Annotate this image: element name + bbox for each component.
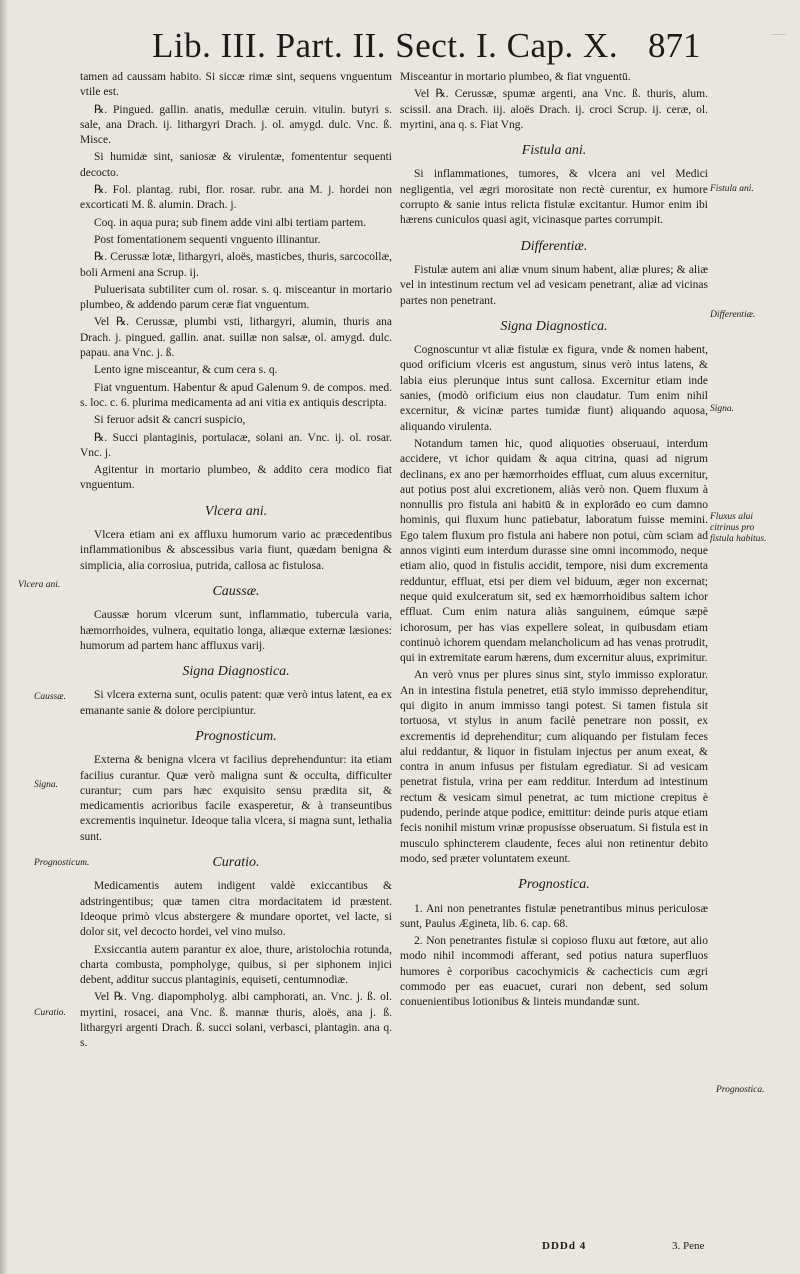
text-paragraph: ℞. Fol. plantag. rubi, flor. rosar. rubr. ana M. j. hordei non excorticati M. ß. alumin. Drach. j. <box>80 184 392 212</box>
margin-note-caussae: Caussæ. <box>34 692 66 702</box>
text-paragraph: Lento igne misceantur, & cum cera s. q. <box>94 364 278 377</box>
margin-note-prognostica: Prognostica. <box>716 1085 765 1095</box>
text-paragraph: Si feruor adsit & cancri suspicio, <box>94 414 246 427</box>
text-paragraph: Notandum tamen hic, quod aliquoties obseruaui, interdum accidere, vt ichor quidam & aqua citrina, quasi ad nigrum declinans, ex ano per hæmorrhoides effluat, cum aluus excernitur, aut potius post alui excretionem, aliàs verò non. Quem fluxum à nonnullis pro fistula ani habitū & in explorādo eo cum damno hominis, qui fluxum hunc patiebatur, laboratum fuisse memini. Ego talem fluxum pro fistula ani habere non potui, cùm sciam ad annos viginti eum interdum durasse sine omni incommodo, neque etiam alio, quod in fistulis accidit, tempore, nisi dum excrementa redduntur, effluat, etsi per diem vel biduum, æger non excernat; neque quid exulceratum sit, sed ex hæmorrhoidibus saltem ichor effluat. Cum enim natura aliàs sanguinem, eúmque sæpè ichorosum, per has vias expellere soleat, in quibusdam etiam continuò ichorem quendam melancholicum ad has venas protrudit, qui in extremitate earum hærens, dum excernitur aluus, exprimitur. <box>400 437 708 665</box>
text-paragraph: Post fomentationem sequenti vnguento illinantur. <box>94 233 321 246</box>
section-heading: Prognostica. <box>518 877 590 893</box>
page-spine-shadow <box>0 0 8 1274</box>
text-paragraph: ℞. Pingued. gallin. anatis, medullæ ceruin. vitulin. butyri s. sale, ana Drach. ij. lithargyri Drach. j. ol. amygd. dulc. Vnc. ß. Misce. <box>80 103 392 147</box>
text-paragraph: tamen ad caussam habito. Si siccæ rimæ sint, sequens vnguentum vtile est. <box>80 71 392 99</box>
text-paragraph: Puluerisata subtiliter cum ol. rosar. s. q. misceantur in mortario plumbeo, & addendo parum ceræ fiat vnguentum. <box>80 283 392 312</box>
text-paragraph: ℞. Cerussæ lotæ, lithargyri, aloës, masticbes, thuris, sarcocollæ, boli Armeni ana Scrup. ij. <box>80 251 392 279</box>
text-paragraph: Vlcera etiam ani ex affluxu humorum vario ac præcedentibus inflammationibus & abscessibus varia fiunt, quædam benigna & simplicia, alia corrosiua, putrida, callosa ac fistulosa. <box>80 529 392 572</box>
text-paragraph: Fistulæ autem ani aliæ vnum sinum habent, aliæ plures; & aliæ vel in intestinum rectum vel ad vesicam penetrant, aliæ ad vicinas partes non penetrant. <box>400 263 708 307</box>
text-paragraph: ℞. Succi plantaginis, portulacæ, solani an. Vnc. ij. ol. rosar. Vnc. j. <box>80 431 392 459</box>
section-heading: Fistula ani. <box>521 143 587 159</box>
margin-note-signa-right: Signa. <box>710 404 735 414</box>
signature-mark: DDDd 4 <box>542 1240 587 1252</box>
section-heading: Caussæ. <box>212 583 260 599</box>
text-paragraph: Agitentur in mortario plumbeo, & addito cera modico fiat vnguentum. <box>80 464 392 492</box>
section-heading: Differentiæ. <box>520 238 588 254</box>
section-heading: Vlcera ani. <box>204 503 268 519</box>
margin-note-vlcera-ani: Vlcera ani. <box>18 580 61 590</box>
section-heading: Curatio. <box>212 855 260 871</box>
section-heading: Signa Diagnostica. <box>182 664 290 680</box>
text-paragraph: Si humidæ sint, saniosæ & virulentæ, fomententur sequenti decocto. <box>80 151 392 179</box>
margin-note-curatio: Curatio. <box>34 1008 66 1018</box>
text-paragraph: Externa & benigna vlcera vt facilius deprehenduntur: ita etiam facilius curantur. Quæ verò maligna sunt & occulta, difficulter curantur; cum pars hæc exquisito sensu prædita sit, & medicamentis acrioribus facile exasperetur, & à transeuntibus excrementis inquinetur. Ideoque talia vlcera, si magna sunt, lethalia sunt. <box>80 754 392 843</box>
margin-note-signa-left: Signa. <box>34 780 59 790</box>
corner-mark: ........ <box>770 30 786 37</box>
running-title: Lib. III. Part. II. Sect. I. Cap. X. <box>152 26 619 65</box>
text-paragraph: Coq. in aqua pura; sub finem adde vini albi tertiam partem. <box>94 216 367 229</box>
text-paragraph: Exsiccantia autem parantur ex aloe, thure, aristolochia rotunda, charta combusta, pompholyge, quibus, si per siphonem injici debent, additur succus plantaginis, equiseti, centumnodiæ. <box>80 943 392 987</box>
text-paragraph: 2. Non penetrantes fistulæ si copioso fluxu aut fœtore, aut alio modo nihil incommodi afferant, sed potius natura superfluos humores è corporibus cacochymicis & cachecticis cum ægri commodo per eas euacuet, curari non debent, sed solum conuenientibus lotionibus & linteis mundandæ sunt. <box>400 935 708 1009</box>
margin-note-prognosticum: Prognosticum. <box>34 858 90 868</box>
section-heading: Signa Diagnostica. <box>500 318 608 334</box>
text-paragraph: An verò vnus per plures sinus sint, stylo immisso exploratur. An in intestina fistula penetret, etiā stylo immisso deprehenditur, qui digito in anum immisso tangi potest. Si tamen fistula sit tortuosa, vt stylus in anum facilè penetrare non possit, ex excrementis id deprehenditur; cum aliquando per fistulam feces alui reddantur, & liquor in fistulam injectus per anum exeat, & contra in anum infusus per fistulam egrediatur. Si ad vesicam penetrat fistula, vrina per eam redditur. Interdum ad intestinum rectum & vesicam simul penetrat, ac tum mictione crepitus è pudendo, perinde atque podice, emittitur: deinde puris atque etiam fecis nonihil mistum vrinæ propusisse obseruatum. Si fistula est in musculo sphincterem claudente, feces alui non retinentur debito modo, sed præter voluntatem exeunt. <box>400 669 708 865</box>
margin-note-differentiae: Differentiæ. <box>710 310 756 320</box>
text-paragraph: Cognoscuntur vt aliæ fistulæ ex figura, vnde & nomen habent, quod orificium vlceris est angustum, sinus verò intus latens, & labia eius plerunque intus sunt callosa. Excernitur etiam inde sanies, (modò orificium eius non claudatur. Tum enim nihil excernitur, & vicinæ partes tumidæ fiunt) aliquando aquosa, aliquando virulenta. <box>400 344 708 433</box>
margin-note-fistula-ani: Fistula ani. <box>710 184 754 194</box>
text-paragraph: 1. Ani non penetrantes fistulæ penetrantibus minus periculosæ sunt, Paulus Ægineta, lib. 6. cap. 68. <box>400 902 708 930</box>
margin-note-fluxus: Fluxus alui citrinus pro fistula habitus. <box>710 512 767 544</box>
page-number: 871 <box>648 26 701 65</box>
text-paragraph: Vel ℞. Cerussæ, plumbi vsti, lithargyri, alumin, thuris ana Drach. j. pingued. gallin. anat. suillæ non salsæ, ol. amygd. dulc. papau. ana Vnc. j. ß. <box>80 316 392 360</box>
text-paragraph: Si vlcera externa sunt, oculis patent: quæ verò intus latent, ea ex emanante sanie & dolore percipiuntur. <box>80 689 392 717</box>
text-paragraph: Vel ℞. Vng. diapompholyg. albi camphorati, an. Vnc. j. ß. ol. myrtini, rosacei, ana Vnc. ß. mannæ thuris, aloës, ana j. ß. lithargyri argenti Drach. ß. succi solani, verbasci, plantagin. ana q. s. <box>80 991 392 1050</box>
left-text-column <box>80 70 392 1054</box>
text-paragraph: Vel ℞. Cerussæ, spumæ argenti, ana Vnc. ß. thuris, alum. scissil. ana Drach. iij. aloës Drach. ij. croci Scrup. ij. ceræ, ol. myrtini, ana q. s. Fiat Vng. <box>400 88 708 131</box>
section-heading: Prognosticum. <box>195 728 277 744</box>
text-paragraph: Misceantur in mortario plumbeo, & fiat vnguentū. <box>400 71 631 83</box>
text-paragraph: Medicamentis autem indigent valdè exiccantibus & adstringentibus; quæ tamen citra mordacitatem id præstent. Ideoque primò vlcus abstergere & mundare oportet, vel lacte, si dolor sit, vel decocto hordei, vel vino mulso. <box>80 880 392 939</box>
text-paragraph: Si inflammationes, tumores, & vlcera ani vel Medici negligentia, vel ægri morositate non rectè curentur, ex humore corrupto & sanie intus relicta fistulæ excitantur. Humor enim ibi hærens cuniculos quasi agit, vicinasque partes corrumpit. <box>400 168 708 227</box>
catchword: 3. Pene <box>672 1240 705 1252</box>
right-text-column <box>400 70 708 1013</box>
text-paragraph: Caussæ horum vlcerum sunt, inflammatio, tubercula varia, hæmorrhoides, vulnera, equitatio longa, aliæque externæ læsiones: humorum ad partem hanc affluxus varij. <box>80 609 392 652</box>
text-paragraph: Fiat vnguentum. Habentur & apud Galenum 9. de compos. med. s. loc. c. 6. plurima medicamenta ad ani vitia ex antiquis descripta. <box>80 381 392 409</box>
running-header <box>0 20 800 72</box>
